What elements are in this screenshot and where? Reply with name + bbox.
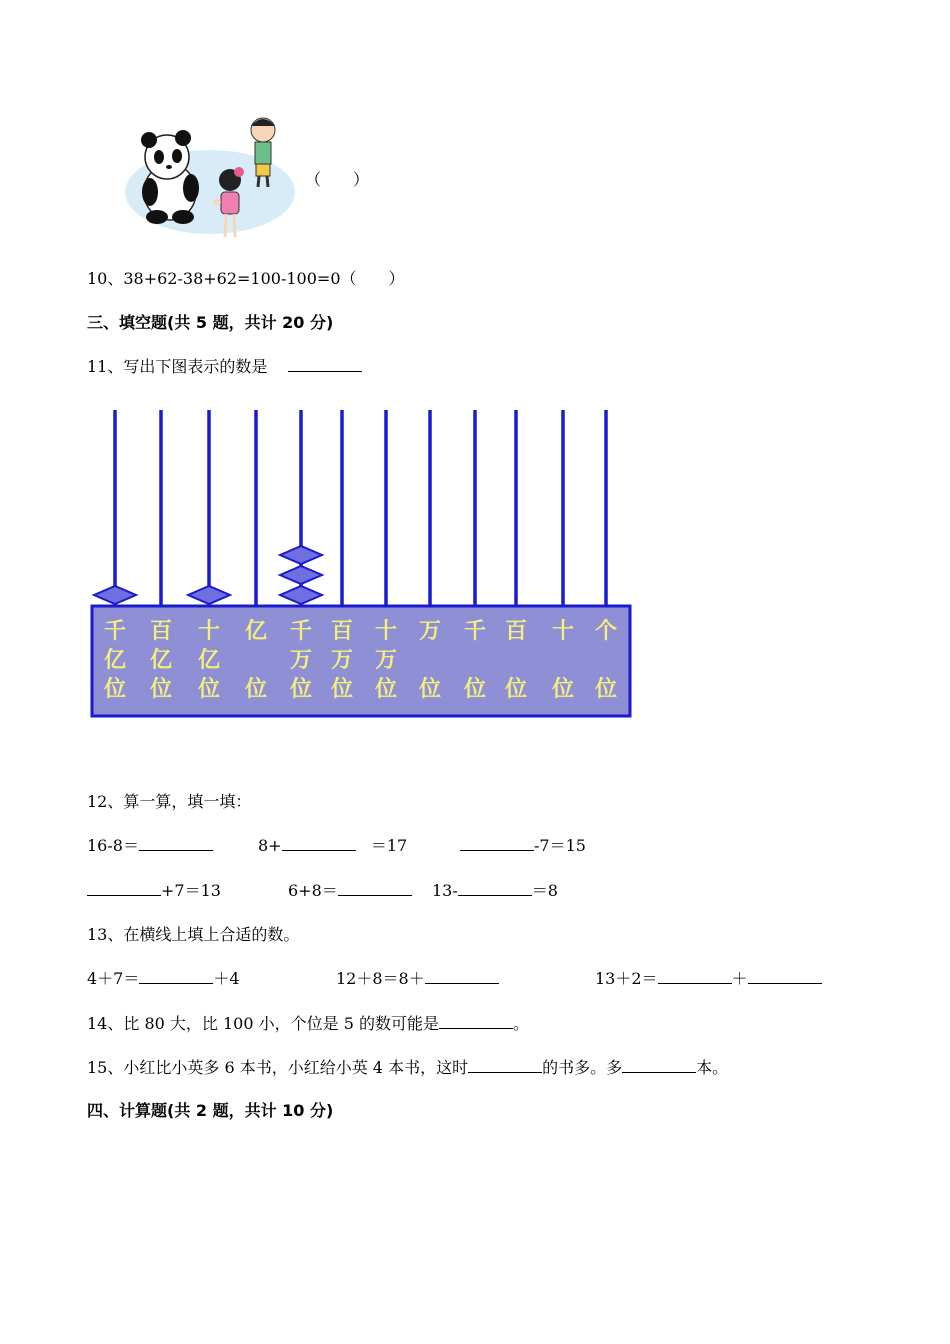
q13-b xyxy=(336,969,499,989)
q13-c-blank2[interactable] xyxy=(748,969,822,984)
q11-text: 11、写出下图表示的数是 xyxy=(87,357,268,376)
q12-row1-a xyxy=(87,836,213,856)
abacus-place-label: 位 xyxy=(149,676,173,702)
abacus-place-label: 万 xyxy=(289,647,313,673)
abacus-place-label: 千 xyxy=(103,618,127,644)
q13-a-blank[interactable] xyxy=(139,969,213,984)
abacus-panel xyxy=(92,606,630,716)
abacus-figure xyxy=(85,400,635,725)
abacus-place-label: 位 xyxy=(551,676,575,702)
abacus-place-label: 位 xyxy=(330,676,354,702)
abacus-bead xyxy=(188,586,230,604)
q15-blank2[interactable] xyxy=(622,1058,696,1073)
abacus-place-label: 千 xyxy=(289,618,313,644)
q12-row2-b xyxy=(288,881,412,901)
abacus-place-label: 亿 xyxy=(197,647,221,673)
q13-c xyxy=(595,969,822,989)
section-4-heading: 四、计算题(共 2 题，共计 10 分) xyxy=(87,1101,334,1120)
q15-text-a: 15、小红比小英多 6 本书，小红给小英 4 本书，这时 xyxy=(87,1058,469,1077)
q12-r2c-text: 13- xyxy=(432,881,458,900)
q12-row2-c xyxy=(432,881,558,901)
abacus-place-label: 亿 xyxy=(103,647,127,673)
q12-r1b-text: 8+ xyxy=(258,836,282,855)
abacus-place-label: 位 xyxy=(504,676,528,702)
q13-b-text: 12＋8＝8＋ xyxy=(336,969,425,988)
abacus-place-label: 百 xyxy=(149,618,173,644)
abacus-place-label: 百 xyxy=(504,618,528,644)
panda-children-illustration xyxy=(125,112,295,251)
abacus-place-label: 位 xyxy=(463,676,487,702)
question-14 xyxy=(87,1014,529,1034)
abacus-place-label: 十 xyxy=(197,618,221,644)
q12-row1-d xyxy=(460,836,586,856)
abacus-place-label: 位 xyxy=(244,676,268,702)
q12-r1a-text: 16-8＝ xyxy=(87,836,139,855)
abacus-bead xyxy=(280,566,322,584)
q15-text-b: 的书多。多 xyxy=(542,1058,623,1077)
q14-blank[interactable] xyxy=(439,1014,513,1029)
q11-answer-blank[interactable] xyxy=(288,357,362,372)
q12-r1c-text: ＝17 xyxy=(370,836,408,855)
q12-row1-b xyxy=(258,836,407,856)
q9-answer-paren[interactable]: （ ） xyxy=(305,170,370,189)
q12-r1d-text: -7＝15 xyxy=(534,836,586,855)
q13-a xyxy=(87,969,240,989)
abacus-place-label: 万 xyxy=(374,647,398,673)
abacus-bead xyxy=(94,586,136,604)
abacus-place-label: 位 xyxy=(103,676,127,702)
q12-r2a-text: +7＝13 xyxy=(161,881,221,900)
q12-r2b-text: 6+8＝ xyxy=(288,881,338,900)
q12-r2c-blank[interactable] xyxy=(458,881,532,896)
abacus-place-label: 千 xyxy=(463,618,487,644)
q12-r1a-blank[interactable] xyxy=(139,836,213,851)
q13-b-blank[interactable] xyxy=(425,969,499,984)
section-3-heading: 三、填空题(共 5 题，共计 20 分) xyxy=(87,313,334,332)
abacus-bead xyxy=(280,546,322,564)
q12-r2a-blank[interactable] xyxy=(87,881,161,896)
abacus-place-label: 万 xyxy=(418,618,442,644)
abacus-place-label: 万 xyxy=(330,647,354,673)
q13-c2-text: ＋ xyxy=(731,969,748,988)
abacus-place-label: 十 xyxy=(551,618,575,644)
abacus-place-label: 位 xyxy=(374,676,398,702)
q15-blank1[interactable] xyxy=(468,1058,542,1073)
q12-r1b-blank[interactable] xyxy=(282,836,356,851)
question-10: 10、38+62-38+62=100-100=0（ ） xyxy=(87,269,405,288)
abacus-place-label: 百 xyxy=(330,618,354,644)
question-13: 13、在横线上填上合适的数。 xyxy=(87,925,300,944)
q13-c-text: 13＋2＝ xyxy=(595,969,658,988)
q13-c-blank1[interactable] xyxy=(658,969,732,984)
abacus-bead xyxy=(280,586,322,604)
abacus-place-label: 亿 xyxy=(149,647,173,673)
question-11 xyxy=(87,357,362,377)
panda-icon xyxy=(141,130,199,224)
abacus-place-label: 亿 xyxy=(244,618,268,644)
abacus-place-label: 个 xyxy=(594,618,618,644)
abacus-place-label: 位 xyxy=(418,676,442,702)
q15-text-c: 本。 xyxy=(696,1058,729,1077)
q14-end: 。 xyxy=(512,1014,529,1033)
q12-r1d-blank[interactable] xyxy=(460,836,534,851)
abacus-place-label: 位 xyxy=(289,676,313,702)
q14-text: 14、比 80 大，比 100 小，个位是 5 的数可能是 xyxy=(87,1014,439,1033)
abacus-place-label: 十 xyxy=(374,618,398,644)
abacus-place-label: 位 xyxy=(197,676,221,702)
abacus-place-label: 位 xyxy=(594,676,618,702)
q12-r2d-text: ＝8 xyxy=(531,881,558,900)
question-15 xyxy=(87,1058,728,1078)
q13-a2-text: ＋4 xyxy=(213,969,240,988)
q12-row2-a xyxy=(87,881,221,901)
question-12: 12、算一算，填一填： xyxy=(87,792,252,811)
q13-a-text: 4＋7＝ xyxy=(87,969,140,988)
q12-r2b-blank[interactable] xyxy=(338,881,412,896)
